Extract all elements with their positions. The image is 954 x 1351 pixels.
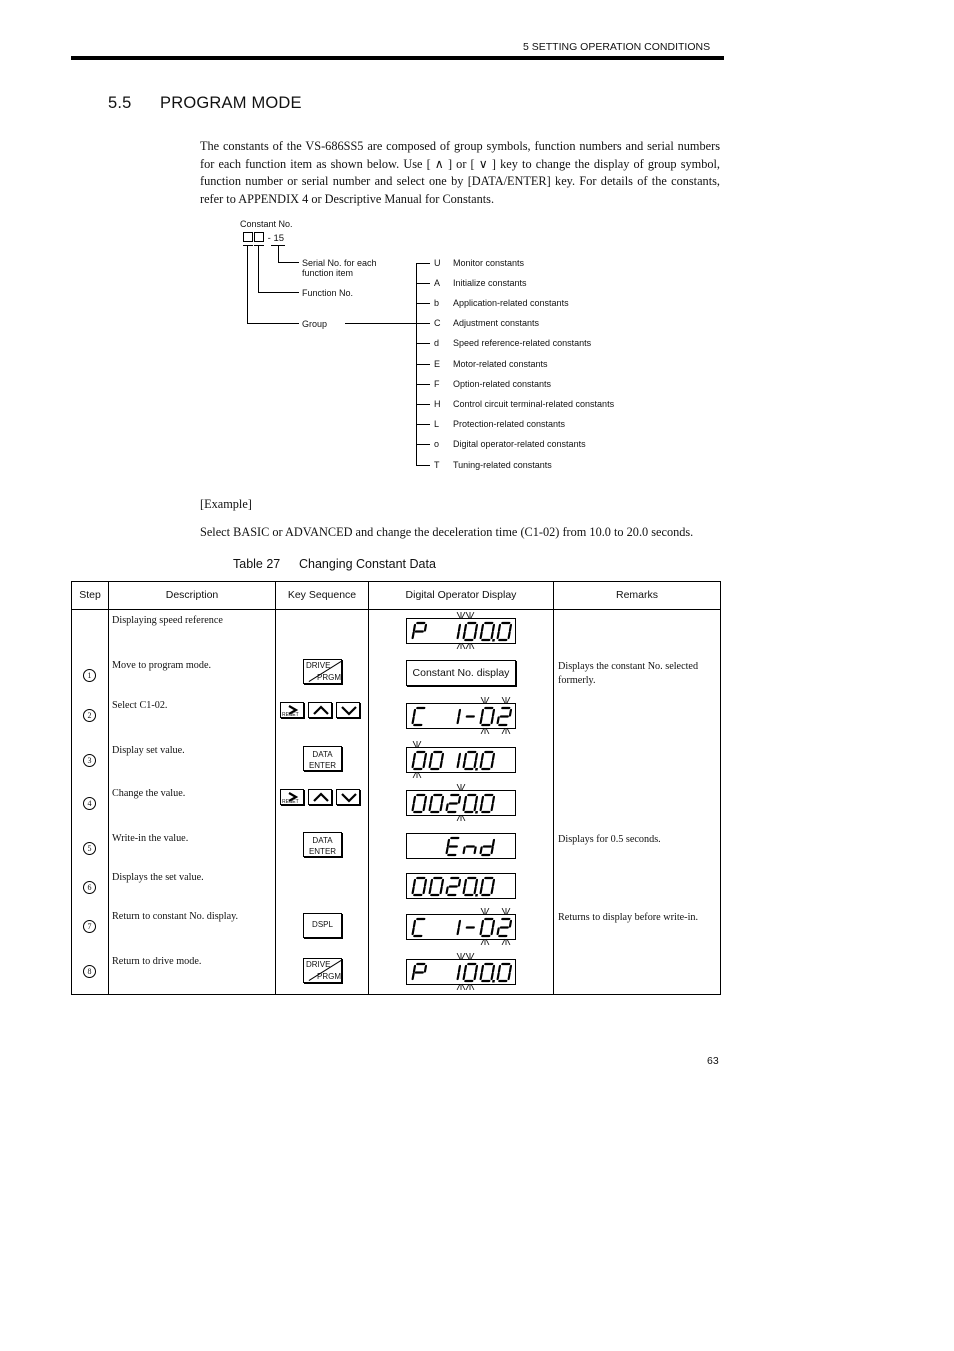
group-name: Tuning-related constants <box>453 460 552 470</box>
lcd-segment <box>481 848 482 854</box>
group-name: Application-related constants <box>453 298 569 308</box>
digital-operator-display <box>406 790 516 816</box>
chevron-down-icon <box>337 790 359 804</box>
lcd-segment <box>492 762 493 768</box>
lcd-segment <box>476 966 477 972</box>
lcd-segment <box>414 625 415 631</box>
lcd-segment <box>448 840 449 846</box>
lcd-segment <box>413 929 414 935</box>
key-label: DSPL <box>312 920 333 929</box>
lcd-segment <box>465 880 466 886</box>
lcd-segment <box>459 966 460 972</box>
up-arrow-key[interactable] <box>308 702 332 718</box>
lcd-segment <box>493 921 494 927</box>
group-name: Motor-related constants <box>453 359 548 369</box>
group-tick <box>416 283 430 284</box>
lcd-segment <box>459 625 460 631</box>
lcd-segment <box>465 754 466 760</box>
lcd-segment <box>492 718 493 724</box>
serial-lead <box>278 245 279 263</box>
digital-operator-display <box>406 914 516 940</box>
lcd-digits <box>407 748 515 772</box>
group-connector <box>345 323 416 324</box>
lcd-segment <box>499 625 500 631</box>
section-title <box>108 94 302 113</box>
blink-indicator-icon <box>464 983 476 990</box>
lcd-segment <box>442 754 443 760</box>
group-tick <box>416 263 430 264</box>
group-symbol: A <box>434 278 441 288</box>
lcd-digits <box>407 874 515 898</box>
lcd-digits <box>407 619 515 643</box>
blink-indicator-icon <box>411 741 423 748</box>
group-lead <box>247 245 248 324</box>
function-lead <box>258 245 259 293</box>
lcd-segment <box>414 710 415 716</box>
lcd-segment <box>424 762 425 768</box>
group-symbol: C <box>434 318 441 328</box>
lcd-segment <box>459 921 460 927</box>
page-number: 63 <box>707 1055 719 1067</box>
blink-indicator-icon <box>455 784 467 791</box>
lcd-segment <box>510 921 511 927</box>
lcd-segment <box>510 966 511 972</box>
lcd-segment <box>447 805 448 811</box>
lcd-digits <box>407 915 515 939</box>
reset-shift-key[interactable] <box>280 702 304 718</box>
group-name: Adjustment constants <box>453 318 540 328</box>
lcd-decimal-point <box>475 894 478 897</box>
drive-prgm-key[interactable] <box>303 659 342 684</box>
lcd-segment <box>424 805 425 811</box>
step-number: 7 <box>83 920 96 933</box>
lcd-segment <box>493 754 494 760</box>
lcd-segment <box>464 805 465 811</box>
group-tick <box>416 404 430 405</box>
lcd-segment <box>431 797 432 803</box>
step-number: 6 <box>83 881 96 894</box>
lcd-segment <box>413 974 414 980</box>
lcd-decimal-point <box>492 980 495 983</box>
serial-label-1: Serial No. for each <box>302 258 377 268</box>
blink-indicator-icon <box>479 908 491 915</box>
prgm-label: PRGM <box>317 673 341 682</box>
lcd-segment <box>492 848 493 854</box>
lcd-digits <box>407 834 515 858</box>
lcd-segment <box>465 797 466 803</box>
group-tick <box>416 343 430 344</box>
digital-operator-display <box>406 873 516 899</box>
lcd-segment <box>510 710 511 716</box>
lcd-segment <box>492 929 493 935</box>
lcd-segment <box>510 625 511 631</box>
blink-indicator-icon <box>464 642 476 649</box>
function-label: Function No. <box>302 288 354 298</box>
lcd-segment <box>459 797 460 803</box>
lcd-segment <box>492 633 493 639</box>
serial-lead-h <box>278 262 299 263</box>
chevron-up-icon <box>309 790 331 804</box>
step-description: Write-in the value. <box>112 833 189 844</box>
group-name: Option-related constants <box>453 379 552 389</box>
group-tick <box>416 424 430 425</box>
step-description: Display set value. <box>112 745 185 756</box>
drive-prgm-key[interactable] <box>303 958 342 983</box>
chevron-down-icon <box>337 703 359 717</box>
step-description: Return to constant No. display. <box>112 911 239 922</box>
lcd-segment <box>465 625 466 631</box>
constant-no-pattern <box>243 232 284 244</box>
lcd-segment <box>498 929 499 935</box>
lcd-segment <box>481 718 482 724</box>
lcd-segment <box>475 805 476 811</box>
blink-indicator-icon <box>479 938 491 945</box>
lcd-segment <box>430 762 431 768</box>
lcd-segment <box>493 966 494 972</box>
lcd-segment <box>464 762 465 768</box>
drive-label: DRIVE <box>306 661 331 670</box>
header-divider <box>72 609 720 610</box>
lcd-segment <box>431 880 432 886</box>
col-divider <box>275 582 276 994</box>
data-enter-key[interactable] <box>303 746 342 771</box>
key-label: ENTER <box>308 847 337 856</box>
group-name: Digital operator-related constants <box>453 439 586 449</box>
lcd-segment <box>413 633 414 639</box>
header-display: Digital Operator Display <box>405 589 517 601</box>
lcd-segment <box>464 633 465 639</box>
lcd-segment <box>458 929 459 935</box>
lcd-segment <box>441 762 442 768</box>
digital-operator-display <box>406 618 516 644</box>
constant-change-table <box>71 581 721 995</box>
section-number: 5.5 <box>108 94 132 112</box>
lcd-segment <box>481 974 482 980</box>
group-symbol: F <box>434 379 440 389</box>
lcd-segment <box>481 888 482 894</box>
lcd-segment <box>498 633 499 639</box>
constant-no-label: Constant No. <box>240 219 293 229</box>
lcd-segment <box>499 966 500 972</box>
drive-label: DRIVE <box>306 960 331 969</box>
step-number: 1 <box>83 669 96 682</box>
step-description: Change the value. <box>112 788 186 799</box>
group-tick <box>416 303 430 304</box>
lcd-segment <box>458 633 459 639</box>
example-text: Select BASIC or ADVANCED and change the deceleration time (C1-02) from 10.0 to 20.0 seconds. <box>200 525 694 539</box>
col-divider <box>368 582 369 994</box>
step-description: Select C1-02. <box>112 700 168 711</box>
lcd-segment <box>413 888 414 894</box>
step-remarks: Returns to display before write-in. <box>558 912 699 923</box>
step-number: 4 <box>83 797 96 810</box>
lcd-segment <box>458 762 459 768</box>
reset-label: RESET <box>282 712 299 718</box>
lcd-segment <box>413 805 414 811</box>
group-name: Speed reference-related constants <box>453 338 592 348</box>
blink-indicator-icon <box>500 938 512 945</box>
digital-operator-display <box>406 747 516 773</box>
lcd-segment <box>481 805 482 811</box>
lcd-segment <box>493 880 494 886</box>
lcd-segment <box>509 633 510 639</box>
dspl-key[interactable] <box>303 913 342 938</box>
lcd-segment <box>441 888 442 894</box>
group-bracket <box>243 245 253 246</box>
lcd-segment <box>414 966 415 972</box>
lcd-segment <box>413 718 414 724</box>
key-label: DATA <box>312 750 333 759</box>
lcd-segment <box>465 966 466 972</box>
lcd-segment <box>492 974 493 980</box>
group-symbol: b <box>434 298 440 308</box>
digital-operator-display <box>406 833 516 859</box>
reset-shift-key[interactable] <box>280 789 304 805</box>
lcd-decimal-point <box>475 768 478 771</box>
group-tick <box>416 465 430 466</box>
lcd-segment <box>425 754 426 760</box>
lcd-segment <box>425 625 426 631</box>
step-remarks: Displays the constant No. selected formerly. <box>558 661 699 686</box>
data-enter-key[interactable] <box>303 832 342 857</box>
lcd-segment <box>430 888 431 894</box>
blink-indicator-icon <box>479 727 491 734</box>
lcd-segment <box>442 880 443 886</box>
lcd-segment <box>425 797 426 803</box>
group-tick <box>416 323 430 324</box>
blink-indicator-icon <box>411 771 423 778</box>
table-caption-number: Table 27 <box>233 557 281 571</box>
col-divider <box>108 582 109 994</box>
lcd-segment <box>413 762 414 768</box>
header-rule <box>71 56 724 60</box>
example-label: [Example] <box>200 497 252 511</box>
lcd-segment <box>493 797 494 803</box>
lcd-segment <box>482 754 483 760</box>
group-symbol: T <box>434 460 440 470</box>
blink-indicator-icon <box>479 697 491 704</box>
step-description: Move to program mode. <box>112 660 212 671</box>
serial-label-2: function item <box>302 268 354 278</box>
table-caption-title: Changing Constant Data <box>299 557 436 571</box>
lcd-segment <box>481 929 482 935</box>
lcd-segment <box>425 966 426 972</box>
function-box <box>254 232 264 242</box>
lcd-segment <box>481 762 482 768</box>
group-name: Initialize constants <box>453 278 527 288</box>
group-symbol: L <box>434 419 440 429</box>
step-description: Displays the set value. <box>112 872 204 883</box>
lcd-digits <box>407 960 515 984</box>
group-symbol: o <box>434 439 440 449</box>
down-arrow-key[interactable] <box>336 789 360 805</box>
lcd-segment <box>459 880 460 886</box>
lcd-segment <box>442 797 443 803</box>
lcd-segment <box>476 797 477 803</box>
group-name: Control circuit terminal-related constants <box>453 399 615 409</box>
lcd-segment <box>475 633 476 639</box>
lcd-segment <box>493 840 494 846</box>
lcd-segment <box>414 754 415 760</box>
lcd-segment <box>492 888 493 894</box>
lcd-segment <box>458 974 459 980</box>
blink-indicator-icon <box>464 612 476 619</box>
group-name: Monitor constants <box>453 258 525 268</box>
key-label: DATA <box>312 836 333 845</box>
lcd-segment <box>482 710 483 716</box>
lcd-segment <box>476 880 477 886</box>
reset-label: RESET <box>282 799 299 805</box>
digital-operator-display <box>406 959 516 985</box>
digital-operator-display <box>406 703 516 729</box>
header-description: Description <box>165 589 219 601</box>
lcd-segment <box>509 974 510 980</box>
lcd-segment <box>414 880 415 886</box>
header-remarks: Remarks <box>615 589 658 601</box>
table-caption <box>233 557 436 571</box>
lcd-segment <box>482 625 483 631</box>
lcd-segment <box>459 754 460 760</box>
group-box <box>243 232 253 242</box>
lcd-segment <box>431 754 432 760</box>
lcd-segment <box>424 888 425 894</box>
lcd-segment <box>441 805 442 811</box>
lcd-segment <box>482 966 483 972</box>
lcd-segment <box>482 880 483 886</box>
section-title-text: PROGRAM MODE <box>160 94 302 112</box>
group-tick <box>416 384 430 385</box>
header-key-sequence: Key Sequence <box>287 589 357 601</box>
lcd-segment <box>447 888 448 894</box>
prgm-label: PRGM <box>317 972 341 981</box>
lcd-segment <box>430 805 431 811</box>
blink-indicator-icon <box>500 908 512 915</box>
group-label: Group <box>302 319 328 329</box>
function-bracket <box>254 245 264 246</box>
blink-indicator-icon <box>464 953 476 960</box>
down-arrow-key[interactable] <box>336 702 360 718</box>
intro-paragraph: The constants of the VS-686SS5 are composed of group symbols, function numbers and serial numbers for each function item as shown below. Use [ ∧ ] or [ ∨ ] key to change the display of group symbol, function number or serial number and select one by [DATA/ENTER] key. For details of the constants, refer to APPENDIX 4 or Descriptive Manual for Constants. <box>200 139 720 206</box>
blink-indicator-icon <box>500 727 512 734</box>
lcd-segment <box>425 880 426 886</box>
blink-indicator-icon <box>455 814 467 821</box>
lcd-segment <box>492 805 493 811</box>
blink-indicator-icon <box>500 697 512 704</box>
header-step: Step <box>79 589 101 601</box>
step-description: Return to drive mode. <box>112 956 202 967</box>
constant-no-display-box: Constant No. display <box>406 660 516 686</box>
step-number: 3 <box>83 754 96 767</box>
lcd-segment <box>475 888 476 894</box>
lcd-segment <box>493 625 494 631</box>
lcd-segment <box>475 762 476 768</box>
lcd-segment <box>447 848 448 854</box>
function-lead-h <box>258 292 299 293</box>
lcd-segment <box>476 625 477 631</box>
lcd-segment <box>414 797 415 803</box>
group-symbol: U <box>434 258 441 268</box>
lcd-digits <box>407 704 515 728</box>
group-tick <box>416 364 430 365</box>
lcd-segment <box>464 848 465 854</box>
group-symbol: E <box>434 359 441 369</box>
lcd-segment <box>482 797 483 803</box>
group-lead-h <box>247 323 299 324</box>
lcd-segment <box>476 754 477 760</box>
constant-suffix: - 15 <box>267 233 285 244</box>
running-header: 5 SETTING OPERATION CONDITIONS <box>523 41 711 53</box>
lcd-segment <box>493 710 494 716</box>
lcd-digits <box>407 791 515 815</box>
lcd-segment <box>464 888 465 894</box>
up-arrow-key[interactable] <box>308 789 332 805</box>
step-description: Displaying speed reference <box>112 615 223 626</box>
lcd-decimal-point <box>492 639 495 642</box>
step-remarks: Displays for 0.5 seconds. <box>558 834 661 845</box>
lcd-segment <box>414 921 415 927</box>
col-divider <box>553 582 554 994</box>
group-symbol: d <box>434 338 440 348</box>
lcd-segment <box>475 974 476 980</box>
lcd-segment <box>475 848 476 854</box>
step-number: 5 <box>83 842 96 855</box>
lcd-segment <box>458 718 459 724</box>
lcd-decimal-point <box>475 811 478 814</box>
lcd-segment <box>498 974 499 980</box>
lcd-segment <box>482 921 483 927</box>
group-tick <box>416 444 430 445</box>
group-name: Protection-related constants <box>453 419 566 429</box>
step-number: 8 <box>83 965 96 978</box>
key-label: ENTER <box>308 761 337 770</box>
group-symbol: H <box>434 399 441 409</box>
lcd-segment <box>498 718 499 724</box>
lcd-segment <box>464 974 465 980</box>
step-number: 2 <box>83 709 96 722</box>
lcd-segment <box>459 710 460 716</box>
chevron-up-icon <box>309 703 331 717</box>
lcd-segment <box>481 633 482 639</box>
